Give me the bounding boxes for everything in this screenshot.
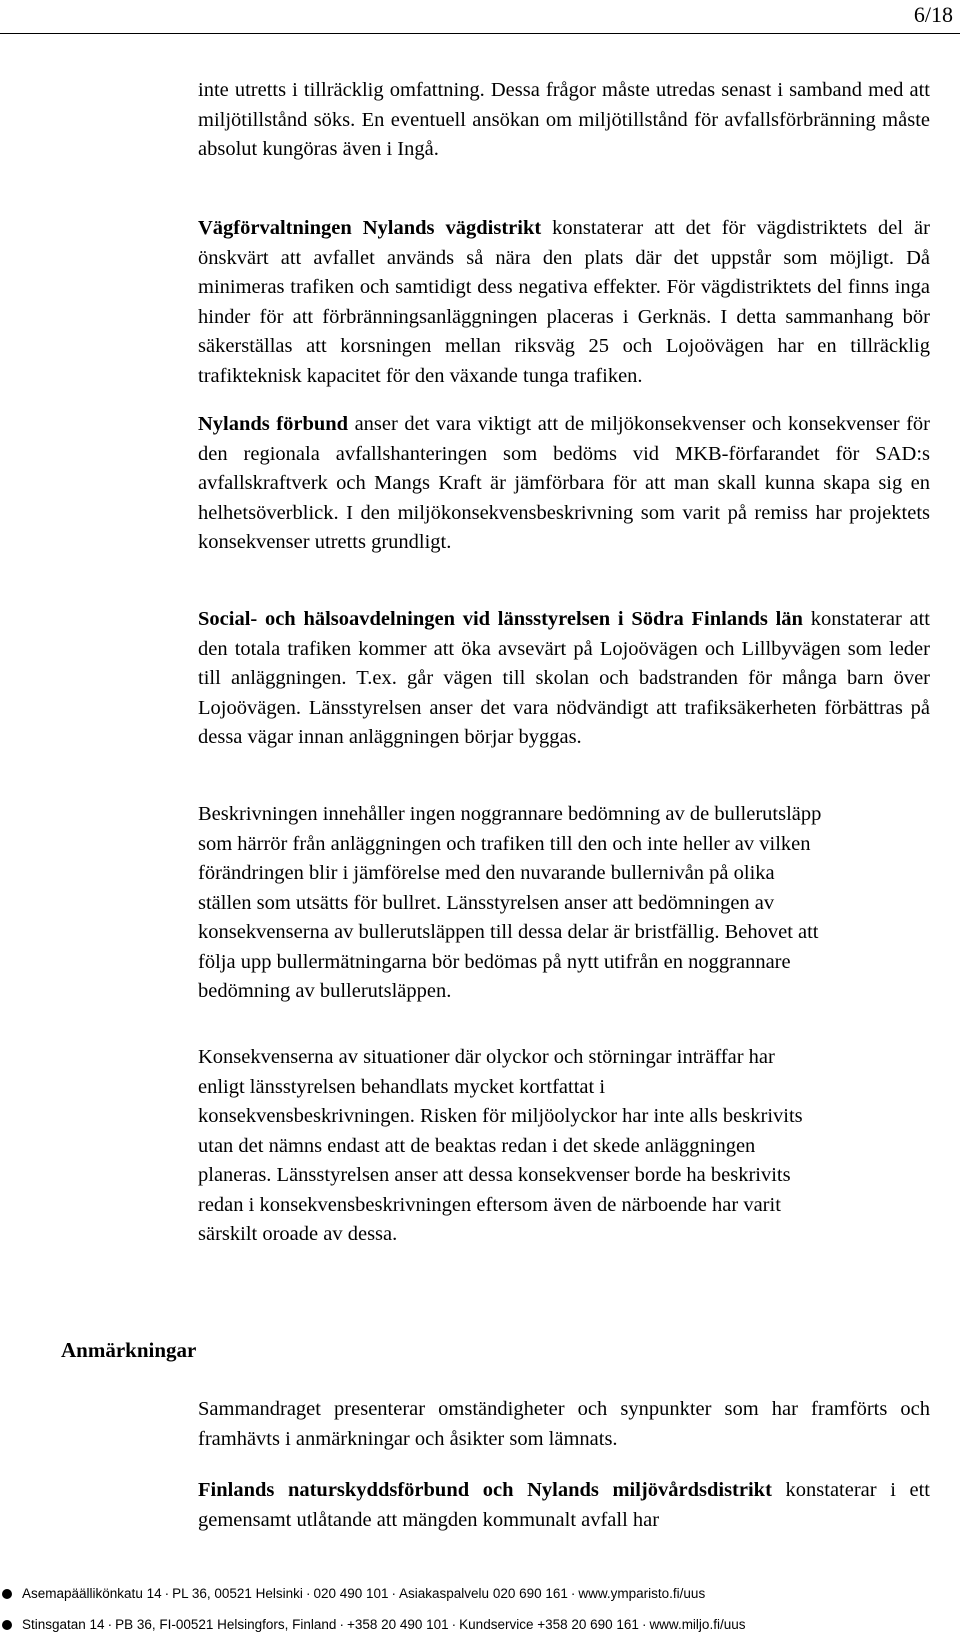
footer-phone: 020 490 101 [313, 1586, 389, 1601]
paragraph-text: Sammandraget presenterar omständigheter och synpunkter som har framförts och framhävts i anmärkningar och åsikter som lämnats. [198, 1398, 930, 1450]
paragraph-text: konstaterar att den totala trafiken kommer att öka avsevärt på Lojoövägen och Lillbyvägen som leder till anläggningen. T.ex. går vägen till skolan och badstranden för många barn över Lojoövägen. Länsstyrelsen anser det vara nödvändigt att trafiksäkerheten förbättras på dessa vägar innan anläggningen börjar byggas. [198, 608, 930, 748]
paragraph-line: Beskrivningen innehåller ingen noggrannare bedömning av de bullerutsläpp [198, 803, 822, 825]
footer-swedish [0, 1617, 960, 1633]
footer-finnish [0, 1586, 960, 1602]
footer-address: Asemapäällikönkatu 14 [22, 1586, 162, 1601]
paragraph-4 [198, 605, 930, 753]
paragraph-line: redan i konsekvensbeskrivningen eftersom även de närboende har varit [198, 1193, 781, 1216]
paragraph-3 [198, 410, 930, 558]
header-rule [0, 33, 960, 34]
paragraph-1 [198, 76, 930, 165]
paragraph-line: enligt länsstyrelsen behandlats mycket kortfattat i [198, 1075, 606, 1098]
paragraph-lead: Finlands naturskyddsförbund och Nylands miljövårdsdistrikt [198, 1479, 772, 1501]
paragraph-line: konsekvensbeskrivningen. Risken för miljöolyckor har inte alls beskrivits [198, 1105, 803, 1127]
paragraph-line: bedömning av bullerutsläppen. [198, 980, 452, 1002]
footer-separator: · [570, 1586, 576, 1601]
paragraph-text: inte utretts i tillräcklig omfattning. Dessa frågor måste utredas senast i samband med att miljötillstånd söks. En eventuell ansökan om miljötillstånd för avfallsförbränning måste absolut kungöras även i Ingå. [198, 79, 930, 160]
paragraph-line: konsekvenserna av bullerutsläppen till dessa delar är bristfällig. Behovet att [198, 921, 819, 943]
paragraph-lead: Vägförvaltningen Nylands vägdistrikt [198, 217, 542, 239]
paragraph-8 [198, 1476, 930, 1535]
paragraph-text: anser det vara viktigt att de miljökonsekvenser och konsekvenser för den regionala avfallshanteringen som bedöms vid MKB-förfarandet för SAD:s avfallskraftverk och Mangs Kraft är jämförbara för att man skall kunna skapa sig en helhetsöverblick. I den miljökonsekvensbeskrivning som varit på remiss har projektets konsekvenser utretts grundligt. [198, 413, 931, 553]
footer-separator: · [451, 1617, 457, 1632]
footer-service: Kundservice +358 20 690 161 [459, 1617, 639, 1632]
bullet-icon [2, 1589, 12, 1599]
paragraph-line: utan det nämns endast att de beaktas redan i det skede anläggningen [198, 1134, 756, 1157]
page-number: 6/18 [913, 2, 953, 27]
footer-website-link[interactable]: www.miljo.fi/uus [649, 1617, 746, 1632]
footer-postal: PB 36, FI-00521 Helsingfors, Finland [115, 1617, 337, 1632]
paragraph-line: följa upp bullermätningarna bör bedömas på nytt utifrån en noggrannare [198, 950, 791, 973]
paragraph-lead: Nylands förbund [198, 413, 349, 435]
footer-phone: +358 20 490 101 [346, 1617, 449, 1632]
footer-service: Asiakaspalvelu 020 690 161 [399, 1586, 568, 1601]
footer-postal: PL 36, 00521 Helsinki [172, 1586, 303, 1601]
footer-separator: · [164, 1586, 170, 1601]
bullet-icon [2, 1620, 12, 1630]
footer-separator: · [339, 1617, 344, 1632]
paragraph-line: ställen som utsätts för bullret. Länsstyrelsen anser att bedömningen av [198, 891, 775, 914]
side-heading: Anmärkningar [61, 1338, 197, 1362]
paragraph-2 [198, 214, 930, 391]
paragraph-line: Konsekvenserna av situationer där olyckor och störningar inträffar har [198, 1046, 775, 1068]
paragraph-line: förändringen blir i jämförelse med den nuvarande bullernivån på olika [198, 862, 775, 884]
footer-separator: · [641, 1617, 647, 1632]
paragraph-line: som härrör från anläggningen och trafiken till den och inte heller av vilken [198, 832, 811, 855]
paragraph-7 [198, 1395, 930, 1454]
paragraph-5 [198, 800, 930, 1007]
footer-address: Stinsgatan 14 [22, 1617, 105, 1632]
paragraph-lead: Social- och hälsoavdelningen vid länsstyrelsen i Södra Finlands län [198, 608, 803, 630]
paragraph-text: konstaterar i ett gemensamt utlåtande att mängden kommunalt avfall har [198, 1479, 930, 1531]
paragraph-text: konstaterar att det för vägdistriktets del är önskvärt att avfallet används så nära den plats där det uppstår som möjligt. Då minimeras trafiken och samtidigt dess negativa effekter. För vägdistriktets del finns inga hinder för att förbränningsanläggningen placeras i Gerknäs. I detta sammanhang bör säkerställas att korsningen mellan riksväg 25 och Lojoövägen har en tillräcklig trafikteknisk kapacitet för den växande tunga trafiken. [198, 217, 930, 387]
footer-separator: · [305, 1586, 311, 1601]
footer-separator: · [107, 1617, 113, 1632]
paragraph-line: planeras. Länsstyrelsen anser att dessa konsekvenser borde ha beskrivits [198, 1164, 791, 1186]
footer-separator: · [391, 1586, 397, 1601]
paragraph-6 [198, 1043, 930, 1250]
paragraph-line: särskilt oroade av dessa. [198, 1223, 398, 1245]
footer-website-link[interactable]: www.ymparisto.fi/uus [578, 1586, 706, 1601]
